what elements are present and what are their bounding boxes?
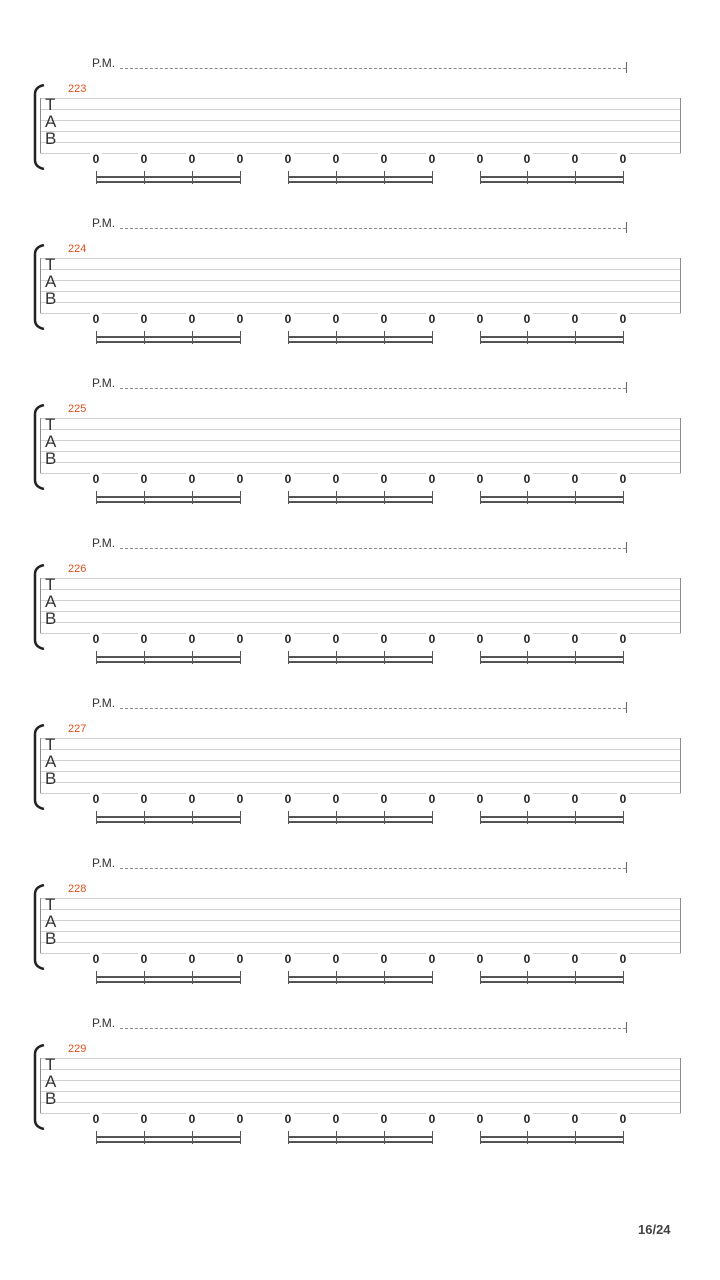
palm-mute-label: P.M.: [92, 216, 116, 230]
staff-line: [40, 258, 681, 259]
fret-number: 0: [282, 1113, 294, 1125]
note-beam: [288, 1141, 433, 1143]
staff-line: [40, 451, 681, 452]
staff-line: [40, 909, 681, 910]
staff-line: [40, 280, 681, 281]
note-beam: [96, 341, 241, 343]
note-beam: [96, 981, 241, 983]
note-beam: [480, 496, 624, 498]
tab-system: [0, 696, 720, 856]
tab-clef-letter: T: [45, 95, 56, 114]
fret-number: 0: [378, 793, 390, 805]
tab-clef-letter: B: [45, 449, 57, 468]
measure-number: 224: [68, 243, 87, 255]
tab-clef-letter: A: [45, 272, 57, 291]
note-beam: [288, 341, 433, 343]
palm-mute-extender: [120, 868, 626, 869]
fret-number: 0: [474, 313, 486, 325]
barline: [40, 898, 41, 953]
staff-line: [40, 1080, 681, 1081]
tab-clef-letter: A: [45, 912, 57, 931]
tab-clef-letter: A: [45, 112, 57, 131]
fret-number: 0: [282, 153, 294, 165]
fret-number: 0: [426, 953, 438, 965]
measure-number: 228: [68, 883, 87, 895]
note-beam: [288, 181, 433, 183]
fret-number: 0: [617, 633, 629, 645]
note-beam: [480, 656, 624, 658]
fret-number: 0: [90, 473, 102, 485]
palm-mute-label: P.M.: [92, 856, 116, 870]
palm-mute-extender: [120, 1028, 626, 1029]
palm-mute-extender: [120, 548, 626, 549]
note-beam: [288, 656, 433, 658]
fret-number: 0: [521, 473, 533, 485]
note-beam: [96, 661, 241, 663]
barline: [680, 1058, 681, 1113]
barline: [40, 418, 41, 473]
tab-staff: [40, 95, 681, 154]
fret-number: 0: [186, 633, 198, 645]
fret-number: 0: [330, 1113, 342, 1125]
fret-number: 0: [234, 633, 246, 645]
fret-number: 0: [186, 473, 198, 485]
fret-number: 0: [186, 313, 198, 325]
tab-staff: [40, 255, 681, 314]
fret-number: 0: [282, 953, 294, 965]
fret-number: 0: [234, 153, 246, 165]
staff-line: [40, 589, 681, 590]
note-beam: [96, 496, 241, 498]
staff-line: [40, 418, 681, 419]
note-beam: [480, 336, 624, 338]
note-beam: [480, 1136, 624, 1138]
staff-line: [40, 313, 681, 314]
palm-mute-end-mark: [626, 702, 627, 713]
tab-clef-letter: A: [45, 752, 57, 771]
staff-line: [40, 793, 681, 794]
fret-number: 0: [330, 313, 342, 325]
tab-clef-letter: T: [45, 415, 56, 434]
fret-number: 0: [138, 953, 150, 965]
fret-number: 0: [234, 793, 246, 805]
fret-number: 0: [186, 1113, 198, 1125]
barline: [680, 738, 681, 793]
barline: [40, 1058, 41, 1113]
staff-line: [40, 611, 681, 612]
staff-line: [40, 931, 681, 932]
fret-number: 0: [521, 1113, 533, 1125]
note-beam: [288, 496, 433, 498]
barline: [680, 258, 681, 313]
tab-clef-letter: T: [45, 735, 56, 754]
note-beam: [288, 501, 433, 503]
tab-system: [0, 536, 720, 696]
staff-line: [40, 98, 681, 99]
palm-mute-label: P.M.: [92, 536, 116, 550]
fret-number: 0: [617, 953, 629, 965]
fret-number: 0: [90, 153, 102, 165]
note-beam: [288, 816, 433, 818]
staff-line: [40, 1102, 681, 1103]
fret-number: 0: [474, 633, 486, 645]
fret-number: 0: [569, 953, 581, 965]
note-beam: [288, 976, 433, 978]
fret-number: 0: [330, 793, 342, 805]
fret-number: 0: [90, 953, 102, 965]
palm-mute-end-mark: [626, 62, 627, 73]
palm-mute-extender: [120, 68, 626, 69]
fret-number: 0: [282, 313, 294, 325]
fret-number: 0: [569, 473, 581, 485]
fret-number: 0: [378, 153, 390, 165]
palm-mute-end-mark: [626, 1022, 627, 1033]
tab-staff: [40, 1055, 681, 1114]
tab-clef-letter: A: [45, 432, 57, 451]
note-beam: [480, 976, 624, 978]
fret-number: 0: [474, 793, 486, 805]
fret-number: 0: [426, 153, 438, 165]
fret-number: 0: [426, 313, 438, 325]
fret-number: 0: [617, 1113, 629, 1125]
note-beam: [96, 336, 241, 338]
tab-staff: [40, 415, 681, 474]
staff-line: [40, 953, 681, 954]
tab-clef-letter: B: [45, 289, 57, 308]
barline: [40, 738, 41, 793]
fret-number: 0: [569, 1113, 581, 1125]
fret-number: 0: [378, 473, 390, 485]
fret-number: 0: [474, 473, 486, 485]
fret-number: 0: [378, 1113, 390, 1125]
fret-number: 0: [138, 793, 150, 805]
measure-number: 229: [68, 1043, 87, 1055]
fret-number: 0: [138, 473, 150, 485]
note-beam: [96, 176, 241, 178]
fret-number: 0: [378, 633, 390, 645]
note-beam: [480, 661, 624, 663]
note-beam: [96, 656, 241, 658]
staff-line: [40, 1069, 681, 1070]
note-beam: [288, 1136, 433, 1138]
tab-system: [0, 1016, 720, 1176]
note-beam: [480, 501, 624, 503]
measure-number: 226: [68, 563, 87, 575]
palm-mute-label: P.M.: [92, 56, 116, 70]
staff-line: [40, 578, 681, 579]
tab-clef-letter: A: [45, 592, 57, 611]
fret-number: 0: [138, 313, 150, 325]
fret-number: 0: [330, 953, 342, 965]
note-beam: [480, 181, 624, 183]
staff-line: [40, 142, 681, 143]
fret-number: 0: [378, 953, 390, 965]
staff-line: [40, 120, 681, 121]
fret-number: 0: [569, 793, 581, 805]
staff-line: [40, 440, 681, 441]
staff-line: [40, 153, 681, 154]
tab-clef-letter: T: [45, 575, 56, 594]
fret-number: 0: [617, 793, 629, 805]
fret-number: 0: [569, 153, 581, 165]
staff-line: [40, 600, 681, 601]
fret-number: 0: [521, 793, 533, 805]
barline: [680, 578, 681, 633]
note-beam: [288, 176, 433, 178]
palm-mute-end-mark: [626, 382, 627, 393]
staff-line: [40, 1058, 681, 1059]
tab-staff: [40, 575, 681, 634]
staff-line: [40, 269, 681, 270]
measure-number: 227: [68, 723, 87, 735]
fret-number: 0: [617, 153, 629, 165]
note-beam: [480, 341, 624, 343]
barline: [40, 578, 41, 633]
palm-mute-label: P.M.: [92, 696, 116, 710]
fret-number: 0: [617, 313, 629, 325]
fret-number: 0: [186, 953, 198, 965]
staff-line: [40, 782, 681, 783]
fret-number: 0: [330, 473, 342, 485]
fret-number: 0: [426, 1113, 438, 1125]
tab-clef-letter: T: [45, 895, 56, 914]
tab-clef-letter: B: [45, 1089, 57, 1108]
fret-number: 0: [426, 473, 438, 485]
fret-number: 0: [474, 953, 486, 965]
fret-number: 0: [138, 1113, 150, 1125]
fret-number: 0: [474, 153, 486, 165]
fret-number: 0: [234, 313, 246, 325]
fret-number: 0: [521, 153, 533, 165]
palm-mute-extender: [120, 388, 626, 389]
note-beam: [288, 981, 433, 983]
fret-number: 0: [569, 313, 581, 325]
tab-staff: [40, 735, 681, 794]
palm-mute-extender: [120, 708, 626, 709]
measure-number: 225: [68, 403, 87, 415]
note-beam: [288, 336, 433, 338]
note-beam: [96, 181, 241, 183]
staff-line: [40, 633, 681, 634]
fret-number: 0: [186, 793, 198, 805]
tab-clef-letter: T: [45, 255, 56, 274]
palm-mute-label: P.M.: [92, 376, 116, 390]
note-beam: [288, 661, 433, 663]
staff-line: [40, 1091, 681, 1092]
staff-line: [40, 291, 681, 292]
staff-line: [40, 771, 681, 772]
fret-number: 0: [330, 633, 342, 645]
fret-number: 0: [90, 793, 102, 805]
fret-number: 0: [426, 793, 438, 805]
fret-number: 0: [474, 1113, 486, 1125]
staff-line: [40, 429, 681, 430]
palm-mute-label: P.M.: [92, 1016, 116, 1030]
tab-system: [0, 216, 720, 376]
note-beam: [480, 176, 624, 178]
staff-line: [40, 462, 681, 463]
note-beam: [96, 1141, 241, 1143]
staff-line: [40, 920, 681, 921]
staff-line: [40, 898, 681, 899]
barline: [40, 258, 41, 313]
staff-line: [40, 131, 681, 132]
fret-number: 0: [90, 1113, 102, 1125]
tab-staff: [40, 895, 681, 954]
fret-number: 0: [138, 153, 150, 165]
note-beam: [96, 1136, 241, 1138]
page-number: 16/24: [638, 1222, 671, 1237]
tab-clef-letter: B: [45, 609, 57, 628]
measure-number: 223: [68, 83, 87, 95]
fret-number: 0: [426, 633, 438, 645]
fret-number: 0: [282, 473, 294, 485]
fret-number: 0: [282, 633, 294, 645]
note-beam: [480, 981, 624, 983]
note-beam: [480, 816, 624, 818]
barline: [40, 98, 41, 153]
note-beam: [96, 821, 241, 823]
barline: [680, 418, 681, 473]
palm-mute-end-mark: [626, 542, 627, 553]
fret-number: 0: [330, 153, 342, 165]
fret-number: 0: [234, 1113, 246, 1125]
tab-clef-letter: B: [45, 929, 57, 948]
tab-system: [0, 56, 720, 216]
tab-clef-letter: T: [45, 1055, 56, 1074]
fret-number: 0: [90, 313, 102, 325]
tab-system: [0, 376, 720, 536]
fret-number: 0: [521, 633, 533, 645]
fret-number: 0: [569, 633, 581, 645]
fret-number: 0: [186, 153, 198, 165]
staff-line: [40, 473, 681, 474]
tab-system: [0, 856, 720, 1016]
fret-number: 0: [617, 473, 629, 485]
tab-clef-letter: B: [45, 129, 57, 148]
staff-line: [40, 302, 681, 303]
staff-line: [40, 738, 681, 739]
staff-line: [40, 749, 681, 750]
fret-number: 0: [234, 473, 246, 485]
fret-number: 0: [282, 793, 294, 805]
staff-line: [40, 942, 681, 943]
staff-line: [40, 109, 681, 110]
palm-mute-end-mark: [626, 222, 627, 233]
note-beam: [480, 1141, 624, 1143]
barline: [680, 898, 681, 953]
fret-number: 0: [90, 633, 102, 645]
note-beam: [96, 816, 241, 818]
note-beam: [96, 976, 241, 978]
staff-line: [40, 760, 681, 761]
palm-mute-end-mark: [626, 862, 627, 873]
note-beam: [288, 821, 433, 823]
fret-number: 0: [521, 313, 533, 325]
note-beam: [96, 501, 241, 503]
note-beam: [480, 821, 624, 823]
fret-number: 0: [521, 953, 533, 965]
staff-line: [40, 1113, 681, 1114]
palm-mute-extender: [120, 228, 626, 229]
tab-clef-letter: A: [45, 1072, 57, 1091]
fret-number: 0: [234, 953, 246, 965]
barline: [680, 98, 681, 153]
fret-number: 0: [138, 633, 150, 645]
staff-line: [40, 622, 681, 623]
fret-number: 0: [378, 313, 390, 325]
tab-clef-letter: B: [45, 769, 57, 788]
